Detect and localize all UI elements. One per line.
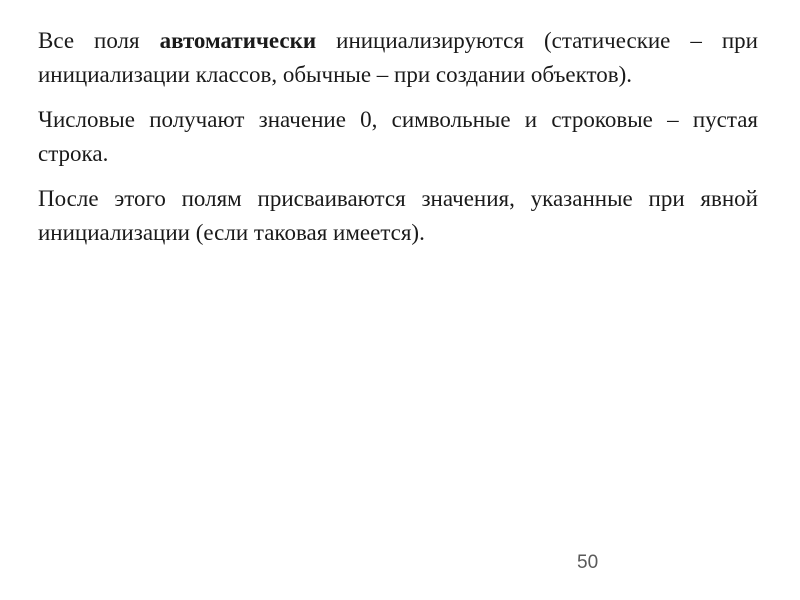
paragraph-auto-init-start: Все поля — [38, 28, 160, 53]
paragraph-default-values: Числовые получают значение 0, символьные и строковые – пустая строка. — [38, 107, 758, 166]
page-number: 50 — [577, 552, 599, 573]
paragraph-auto-init — [38, 24, 758, 92]
paragraph-explicit-init: После этого полям присваиваются значения, указанные при явной инициализации (если таковая имеется). — [38, 186, 758, 245]
paragraph-auto-init-end: инициализируются (статические – при инициализации классов, обычные – при создании объектов). — [38, 28, 758, 87]
slide-body — [38, 24, 758, 261]
emphasis-automatically: автоматически — [159, 28, 317, 53]
